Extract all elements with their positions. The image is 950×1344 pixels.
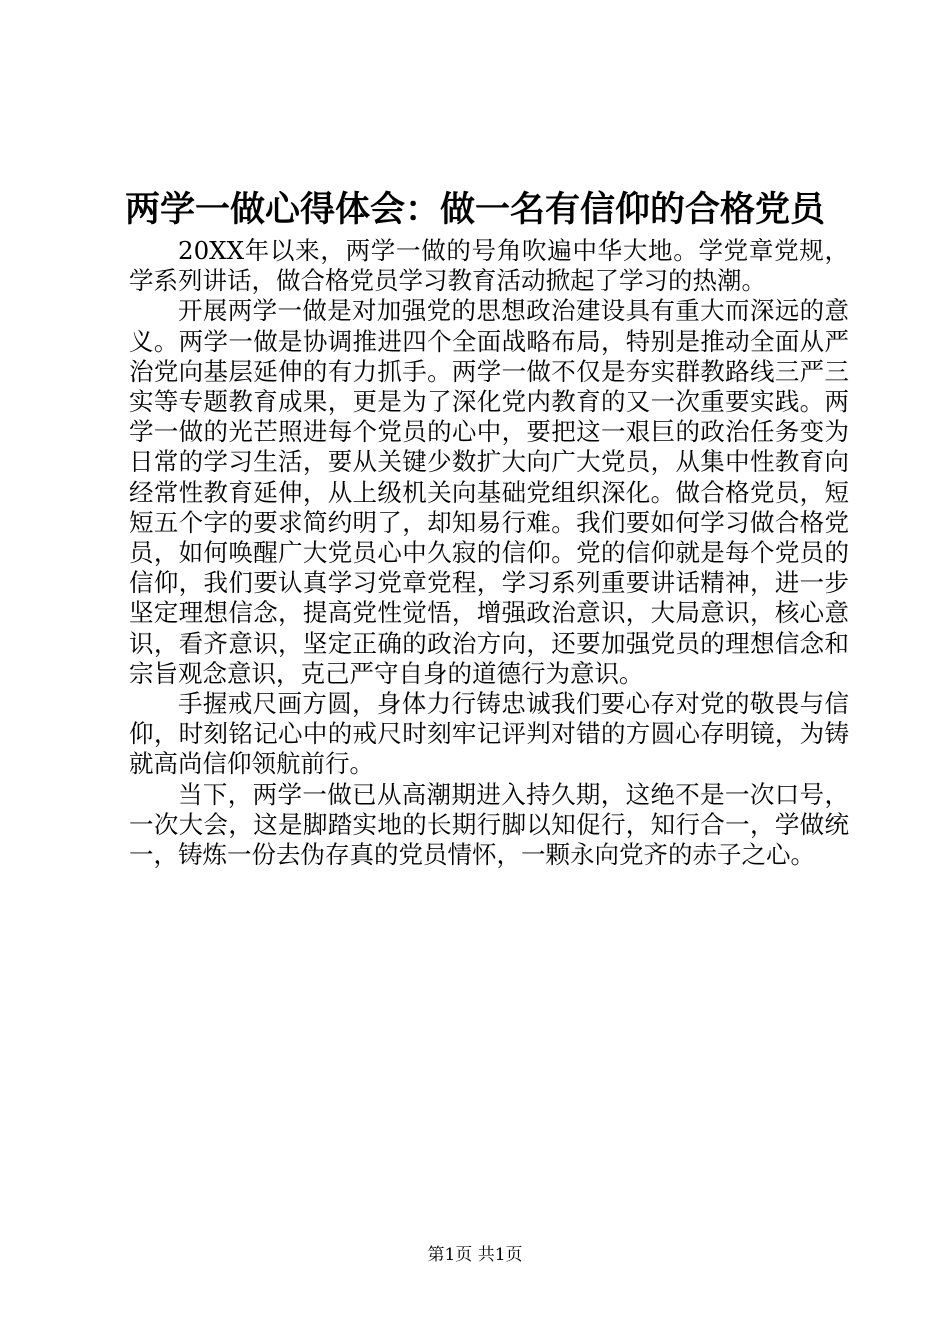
page-footer: 第1页 共1页 [427, 1245, 523, 1265]
paragraph-3: 手握戒尺画方圆，身体力行铸忠诚我们要心存对党的敬畏与信仰，时刻铭记心中的戒尺时刻牢记评判对错的方圆心存明镜，为铸就高尚信仰领航前行。 [129, 689, 849, 779]
document-body [129, 236, 849, 870]
paragraph-2: 开展两学一做是对加强党的思想政治建设具有重大而深远的意义。两学一做是协调推进四个全面战略布局，特别是推动全面从严治党向基层延伸的有力抓手。两学一做不仅是夯实群教路线三严三实等专题教育成果，更是为了深化党内教育的又一次重要实践。两学一做的光芒照进每个党员的心中，要把这一艰巨的政治任务变为日常的学习生活，要从关键少数扩大向广大党员，从集中性教育向经常性教育延伸，从上级机关向基础党组织深化。做合格党员，短短五个字的要求简约明了，却知易行难。我们要如何学习做合格党员，如何唤醒广大党员心中久寂的信仰。党的信仰就是每个党员的信仰，我们要认真学习党章党程，学习系列重要讲话精神，进一步坚定理想信念，提高党性觉悟，增强政治意识，大局意识，核心意识，看齐意识，坚定正确的政治方向，还要加强党员的理想信念和宗旨观念意识，克己严守自身的道德行为意识。 [129, 296, 849, 688]
document-title: 两学一做心得体会：做一名有信仰的合格党员 [124, 190, 825, 230]
paragraph-4: 当下，两学一做已从高潮期进入持久期，这绝不是一次口号，一次大会，这是脚踏实地的长期行脚以知促行，知行合一，学做统一，铸炼一份去伪存真的党员情怀，一颗永向党齐的赤子之心。 [129, 779, 849, 870]
paragraph-1: 20XX年以来，两学一做的号角吹遍中华大地。学党章党规，学系列讲话，做合格党员学习教育活动掀起了学习的热潮。 [129, 236, 849, 296]
